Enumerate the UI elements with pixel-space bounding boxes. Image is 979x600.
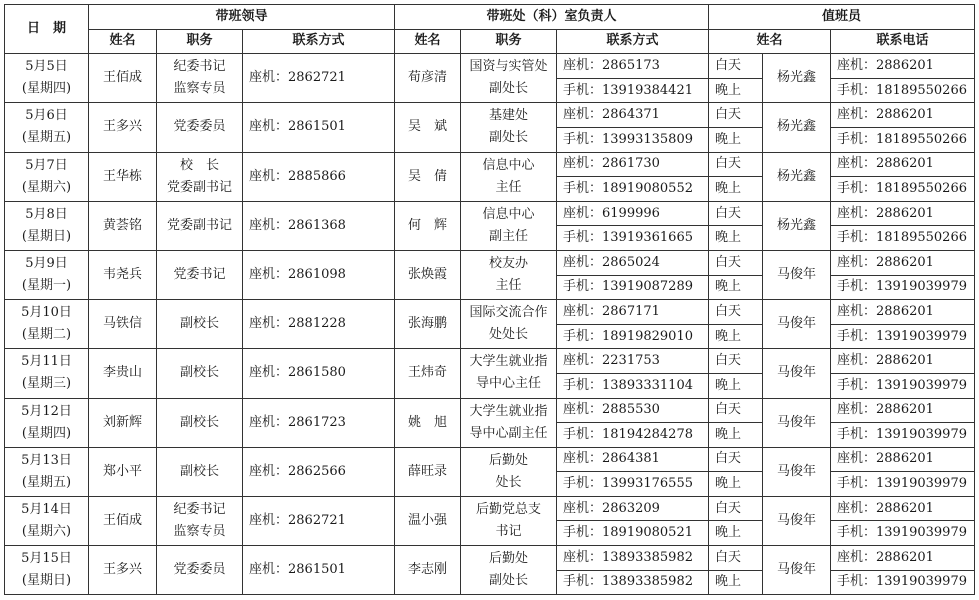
- duty-name: 杨光鑫: [763, 201, 831, 250]
- table-row: [5, 447, 975, 472]
- office-position-line: 后勤处: [488, 452, 528, 468]
- office-landline: 座机：13893385982: [557, 546, 709, 571]
- shift-day-label: 白天: [709, 398, 763, 423]
- duty-name: 马俊年: [763, 546, 831, 595]
- office-position-line: 国际交流合作: [469, 305, 548, 321]
- date-text: 5月5日: [25, 59, 68, 75]
- office-position-line: 书记: [495, 523, 522, 539]
- leader-position-line: 党委委员: [173, 119, 226, 135]
- leader-position: [157, 349, 243, 398]
- office-name: 张海鹏: [395, 300, 461, 349]
- shift-night-label: 晚上: [709, 177, 763, 202]
- shift-day-label: 白天: [709, 152, 763, 177]
- shift-night-label: 晚上: [709, 521, 763, 546]
- office-landline: 座机：2231753: [557, 349, 709, 374]
- leader-phone: 座机：2862721: [243, 496, 395, 545]
- shift-night-label: 晚上: [709, 570, 763, 595]
- leader-position-line: 党委书记: [173, 267, 226, 283]
- date-cell: [5, 546, 89, 595]
- office-position-line: 处长: [495, 474, 522, 490]
- leader-name: 黄荟铭: [89, 201, 157, 250]
- leader-name: 王多兴: [89, 103, 157, 152]
- duty-name: 马俊年: [763, 250, 831, 299]
- leader-position: [157, 54, 243, 103]
- office-landline: 座机：2867171: [557, 300, 709, 325]
- leader-position: [157, 496, 243, 545]
- office-position-line: 大学生就业指: [469, 354, 548, 370]
- office-position: [461, 152, 557, 201]
- office-position: [461, 398, 557, 447]
- date-cell: [5, 250, 89, 299]
- office-landline: 座机：2885530: [557, 398, 709, 423]
- leader-position-line: 副校长: [179, 316, 219, 332]
- leader-name: 王华栋: [89, 152, 157, 201]
- office-landline: 座机：2865024: [557, 250, 709, 275]
- office-name: 温小强: [395, 496, 461, 545]
- shift-day-label: 白天: [709, 103, 763, 128]
- shift-night-label: 晚上: [709, 373, 763, 398]
- office-mobile: 手机：13919087289: [557, 275, 709, 300]
- office-landline: 座机：2863209: [557, 496, 709, 521]
- shift-night-label: 晚上: [709, 423, 763, 448]
- date-cell: [5, 103, 89, 152]
- shift-day-label: 白天: [709, 300, 763, 325]
- leader-phone: 座机：2861723: [243, 398, 395, 447]
- duty-name: 马俊年: [763, 447, 831, 496]
- shift-day-label: 白天: [709, 250, 763, 275]
- header-office-name: 姓名: [395, 29, 461, 54]
- table-row: [5, 546, 975, 571]
- office-position-line: 主任: [495, 179, 522, 195]
- duty-mobile: 手机：13919039979: [831, 373, 975, 398]
- header-office-contact: 联系方式: [557, 29, 709, 54]
- office-mobile: 手机：18919080521: [557, 521, 709, 546]
- leader-position: [157, 152, 243, 201]
- leader-phone: 座机：2861501: [243, 546, 395, 595]
- office-position: [461, 300, 557, 349]
- date-text: 5月7日: [25, 157, 68, 173]
- leader-name: 马铁信: [89, 300, 157, 349]
- leader-name: 王多兴: [89, 546, 157, 595]
- shift-day-label: 白天: [709, 447, 763, 472]
- date-text: 5月15日: [21, 551, 72, 567]
- shift-day-label: 白天: [709, 201, 763, 226]
- duty-landline: 座机：2886201: [831, 398, 975, 423]
- leader-position-line: 副校长: [179, 414, 219, 430]
- date-cell: [5, 201, 89, 250]
- shift-night-label: 晚上: [709, 78, 763, 103]
- table-row: [5, 398, 975, 423]
- office-position: [461, 349, 557, 398]
- shift-day-label: 白天: [709, 496, 763, 521]
- leader-phone: 座机：2861580: [243, 349, 395, 398]
- duty-name: 杨光鑫: [763, 103, 831, 152]
- leader-name: 李贵山: [89, 349, 157, 398]
- duty-mobile: 手机：18189550266: [831, 177, 975, 202]
- office-mobile: 手机：13919361665: [557, 226, 709, 251]
- office-landline: 座机：6199996: [557, 201, 709, 226]
- leader-position-line: 纪委书记: [173, 59, 226, 75]
- duty-name: 马俊年: [763, 300, 831, 349]
- office-name: 张焕霞: [395, 250, 461, 299]
- office-name: 荀彦清: [395, 54, 461, 103]
- header-duty-name: 姓名: [709, 29, 831, 54]
- leader-name: 郑小平: [89, 447, 157, 496]
- weekday-text: (星期六): [21, 523, 72, 539]
- weekday-text: (星期五): [21, 130, 72, 146]
- leader-phone: 座机：2862566: [243, 447, 395, 496]
- office-position-line: 信息中心: [482, 157, 535, 173]
- office-name: 何 辉: [395, 201, 461, 250]
- date-cell: [5, 349, 89, 398]
- header-row-group: [5, 5, 975, 30]
- office-position-line: 大学生就业指: [469, 403, 548, 419]
- weekday-text: (星期四): [21, 81, 72, 97]
- office-mobile: 手机：18919829010: [557, 324, 709, 349]
- office-position-line: 副处长: [488, 130, 528, 146]
- date-text: 5月14日: [21, 501, 72, 517]
- date-text: 5月11日: [21, 354, 72, 370]
- shift-night-label: 晚上: [709, 127, 763, 152]
- weekday-text: (星期日): [21, 228, 72, 244]
- office-mobile: 手机：13919384421: [557, 78, 709, 103]
- leader-phone: 座机：2861368: [243, 201, 395, 250]
- table-row: [5, 54, 975, 79]
- duty-roster-table: [4, 4, 975, 595]
- header-leader-group: 带班领导: [89, 5, 395, 30]
- office-position-line: 国资与实管处: [469, 59, 548, 75]
- date-cell: [5, 447, 89, 496]
- weekday-text: (星期二): [21, 327, 72, 343]
- leader-phone: 座机：2861501: [243, 103, 395, 152]
- duty-mobile: 手机：18189550266: [831, 78, 975, 103]
- leader-position: [157, 546, 243, 595]
- date-text: 5月13日: [21, 452, 72, 468]
- office-position-line: 主任: [495, 278, 522, 294]
- leader-phone: 座机：2862721: [243, 54, 395, 103]
- leader-position-line: 党委委员: [173, 562, 226, 578]
- office-landline: 座机：2865173: [557, 54, 709, 79]
- leader-position: [157, 201, 243, 250]
- office-position-line: 基建处: [488, 108, 528, 124]
- office-name: 薛旺录: [395, 447, 461, 496]
- weekday-text: (星期五): [21, 474, 72, 490]
- shift-night-label: 晚上: [709, 275, 763, 300]
- office-position: [461, 250, 557, 299]
- leader-position: [157, 300, 243, 349]
- office-name: 吴 倩: [395, 152, 461, 201]
- weekday-text: (星期六): [21, 179, 72, 195]
- date-cell: [5, 398, 89, 447]
- leader-position-line: 监察专员: [173, 523, 226, 539]
- office-mobile: 手机：13993135809: [557, 127, 709, 152]
- date-cell: [5, 152, 89, 201]
- duty-mobile: 手机：13919039979: [831, 472, 975, 497]
- office-name: 吴 斌: [395, 103, 461, 152]
- header-leader-name: 姓名: [89, 29, 157, 54]
- duty-name: 马俊年: [763, 349, 831, 398]
- office-position: [461, 103, 557, 152]
- header-leader-position: 职务: [157, 29, 243, 54]
- leader-position-line: 副校长: [179, 463, 219, 479]
- duty-mobile: 手机：13919039979: [831, 570, 975, 595]
- duty-landline: 座机：2886201: [831, 201, 975, 226]
- table-row: [5, 103, 975, 128]
- duty-landline: 座机：2886201: [831, 152, 975, 177]
- office-position-line: 后勤党总支: [475, 501, 541, 517]
- header-row-columns: [5, 29, 975, 54]
- leader-position-line: 党委副书记: [166, 217, 232, 233]
- duty-name: 马俊年: [763, 496, 831, 545]
- header-duty-phone: 联系电话: [831, 29, 975, 54]
- leader-name: 王佰成: [89, 54, 157, 103]
- office-position: [461, 447, 557, 496]
- shift-night-label: 晚上: [709, 472, 763, 497]
- duty-mobile: 手机：13919039979: [831, 521, 975, 546]
- duty-landline: 座机：2886201: [831, 103, 975, 128]
- shift-night-label: 晚上: [709, 226, 763, 251]
- office-name: 李志刚: [395, 546, 461, 595]
- duty-mobile: 手机：13919039979: [831, 275, 975, 300]
- leader-position-line: 副校长: [179, 365, 219, 381]
- weekday-text: (星期四): [21, 425, 72, 441]
- leader-position-line: 党委副书记: [166, 179, 232, 195]
- shift-day-label: 白天: [709, 546, 763, 571]
- date-cell: [5, 54, 89, 103]
- office-position-line: 处处长: [488, 327, 528, 343]
- table-row: [5, 496, 975, 521]
- leader-position: [157, 447, 243, 496]
- office-landline: 座机：2861730: [557, 152, 709, 177]
- date-cell: [5, 496, 89, 545]
- header-date: 日 期: [5, 5, 89, 54]
- leader-position: [157, 250, 243, 299]
- office-position-line: 副处长: [488, 81, 528, 97]
- duty-mobile: 手机：18189550266: [831, 226, 975, 251]
- office-position: [461, 201, 557, 250]
- weekday-text: (星期日): [21, 573, 72, 589]
- office-mobile: 手机：13993176555: [557, 472, 709, 497]
- leader-name: 韦尧兵: [89, 250, 157, 299]
- leader-position-line: 纪委书记: [173, 501, 226, 517]
- office-position-line: 导中心副主任: [469, 425, 548, 441]
- office-position-line: 后勤处: [488, 551, 528, 567]
- duty-landline: 座机：2886201: [831, 300, 975, 325]
- office-position-line: 校友办: [488, 256, 528, 272]
- leader-position: [157, 103, 243, 152]
- leader-position: [157, 398, 243, 447]
- office-position: [461, 546, 557, 595]
- date-text: 5月8日: [25, 206, 68, 222]
- duty-landline: 座机：2886201: [831, 496, 975, 521]
- office-mobile: 手机：18194284278: [557, 423, 709, 448]
- office-mobile: 手机：18919080552: [557, 177, 709, 202]
- office-landline: 座机：2864381: [557, 447, 709, 472]
- weekday-text: (星期三): [21, 376, 72, 392]
- header-leader-contact: 联系方式: [243, 29, 395, 54]
- header-duty-group: 值班员: [709, 5, 975, 30]
- table-row: [5, 250, 975, 275]
- duty-landline: 座机：2886201: [831, 546, 975, 571]
- duty-mobile: 手机：13919039979: [831, 423, 975, 448]
- duty-mobile: 手机：18189550266: [831, 127, 975, 152]
- office-position-line: 副处长: [488, 573, 528, 589]
- duty-mobile: 手机：13919039979: [831, 324, 975, 349]
- duty-landline: 座机：2886201: [831, 349, 975, 374]
- date-text: 5月6日: [25, 108, 68, 124]
- duty-name: 杨光鑫: [763, 54, 831, 103]
- duty-landline: 座机：2886201: [831, 250, 975, 275]
- leader-position-line: 校 长: [179, 157, 219, 173]
- leader-position-line: 监察专员: [173, 81, 226, 97]
- office-position-line: 信息中心: [482, 206, 535, 222]
- leader-name: 王佰成: [89, 496, 157, 545]
- office-position: [461, 54, 557, 103]
- office-position-line: 导中心主任: [475, 376, 541, 392]
- leader-phone: 座机：2861098: [243, 250, 395, 299]
- office-position-line: 副主任: [488, 228, 528, 244]
- duty-name: 马俊年: [763, 398, 831, 447]
- table-row: [5, 201, 975, 226]
- shift-day-label: 白天: [709, 349, 763, 374]
- duty-name: 杨光鑫: [763, 152, 831, 201]
- leader-phone: 座机：2885866: [243, 152, 395, 201]
- leader-name: 刘新辉: [89, 398, 157, 447]
- duty-landline: 座机：2886201: [831, 447, 975, 472]
- weekday-text: (星期一): [21, 278, 72, 294]
- office-position: [461, 496, 557, 545]
- office-landline: 座机：2864371: [557, 103, 709, 128]
- shift-day-label: 白天: [709, 54, 763, 79]
- table-row: [5, 349, 975, 374]
- header-office-group: 带班处（科）室负责人: [395, 5, 709, 30]
- office-name: 王炜奇: [395, 349, 461, 398]
- date-text: 5月10日: [21, 305, 72, 321]
- date-cell: [5, 300, 89, 349]
- office-mobile: 手机：13893331104: [557, 373, 709, 398]
- table-row: [5, 300, 975, 325]
- header-office-position: 职务: [461, 29, 557, 54]
- duty-landline: 座机：2886201: [831, 54, 975, 79]
- date-text: 5月9日: [25, 256, 68, 272]
- table-row: [5, 152, 975, 177]
- office-name: 姚 旭: [395, 398, 461, 447]
- leader-phone: 座机：2881228: [243, 300, 395, 349]
- office-mobile: 手机：13893385982: [557, 570, 709, 595]
- date-text: 5月12日: [21, 403, 72, 419]
- shift-night-label: 晚上: [709, 324, 763, 349]
